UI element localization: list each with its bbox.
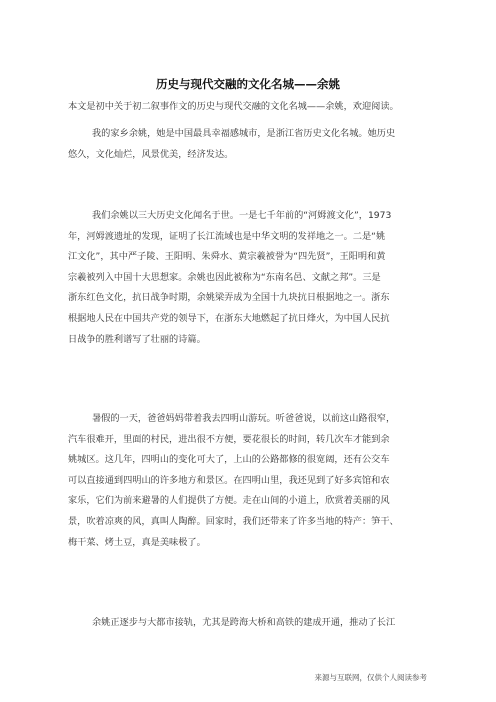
paragraph-hometown — [68, 124, 438, 165]
text-line: 年，河姆渡遗址的发现，证明了长江流域也是中华文明的发祥地之一。二是“姚 — [68, 230, 386, 242]
text-line: 景，吹着凉爽的风，真叫人陶醉。回家时，我们还带来了许多当地的特产：笋干、 — [68, 515, 399, 527]
text-line: 姚城区。这几年，四明山的变化可大了，上山的公路都修的很宽阔，还有公交车 — [68, 454, 390, 466]
paragraph-culture — [68, 206, 438, 350]
text-line: 可以直接通到四明山的许多地方和景区。在四明山里，我还见到了好多宾馆和农 — [68, 474, 390, 486]
text-line: 江文化”，其中严子陵、王阳明、朱舜水、黄宗羲被誉为“四先贤”，王阳明和黄 — [68, 251, 386, 263]
text-line: 根据地人民在中国共产党的领导下，在浙东大地燃起了抗日烽火，为中国人民抗 — [68, 312, 390, 324]
footer-note: 来源与互联网，仅供个人阅读参考 — [314, 673, 427, 682]
text-line: 我们余姚以三大历史文化闻名于世。一是七千年前的“河姆渡文化”，1973 — [92, 210, 392, 221]
document-title: 历史与现代交融的文化名城——余姚 — [156, 77, 340, 91]
paragraph-siming-trip — [68, 409, 438, 553]
paragraph-development — [68, 613, 438, 634]
text-line: 宗羲被列入中国十大思想家。余姚也因此被称为“东南名邑、文献之邦”。三是 — [68, 271, 381, 283]
intro-line: 本文是初中关于初二叙事作文的历史与现代交融的文化名城——余姚，欢迎阅读。 — [68, 101, 399, 112]
text-line: 日战争的胜利谱写了壮丽的诗篇。 — [68, 333, 206, 345]
text-line: 浙东红色文化，抗日战争时期，余姚梁弄成为全国十九块抗日根据地之一。浙东 — [68, 292, 390, 304]
text-line: 悠久，文化灿烂，风景优美，经济发达。 — [68, 148, 234, 160]
text-line: 汽车很难开，里面的村民，进出很不方便，要花很长的时间，转几次车才能到余 — [68, 433, 390, 445]
text-line: 我的家乡余姚，她是中国最具幸福感城市，是浙江省历史文化名城。她历史 — [92, 128, 396, 139]
text-line: 梅干菜、烤土豆，真是美味极了。 — [68, 536, 206, 548]
text-line: 暑假的一天，爸爸妈妈带着我去四明山游玩。听爸爸说，以前这山路很窄， — [92, 413, 396, 424]
text-line: 家乐，它们为前来避暑的人们提供了方便。走在山间的小道上，欣赏着美丽的风 — [68, 495, 390, 507]
text-line: 余姚正逐步与大都市接轨，尤其是跨海大桥和高铁的建成开通，推动了长江 — [92, 617, 396, 628]
